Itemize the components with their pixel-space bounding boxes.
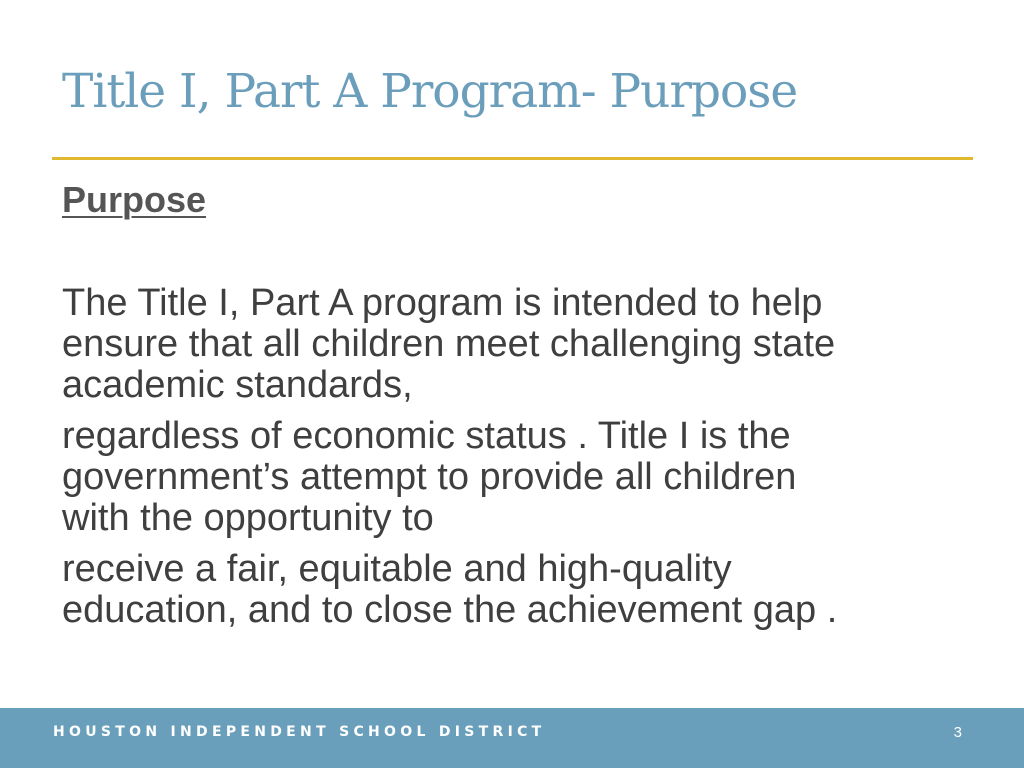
body-paragraph-2: regardless of economic status . Title I is the government’s attempt to provide all children with the opportunity to: [62, 415, 797, 539]
footer-bar: [0, 708, 1024, 768]
slide-body: [62, 283, 962, 641]
body-paragraph-1: The Title I, Part A program is intended to help ensure that all children meet challenging state academic standards,: [62, 282, 836, 406]
section-heading: Purpose: [62, 179, 207, 220]
page-number: 3: [953, 724, 962, 741]
body-paragraph-3: receive a fair, equitable and high-quality education, and to close the achievement gap .: [62, 548, 838, 631]
slide-title: Title I, Part A Program- Purpose: [62, 64, 798, 119]
footer-organization: HOUSTON INDEPENDENT SCHOOL DISTRICT: [53, 724, 546, 740]
title-divider: [52, 157, 973, 160]
